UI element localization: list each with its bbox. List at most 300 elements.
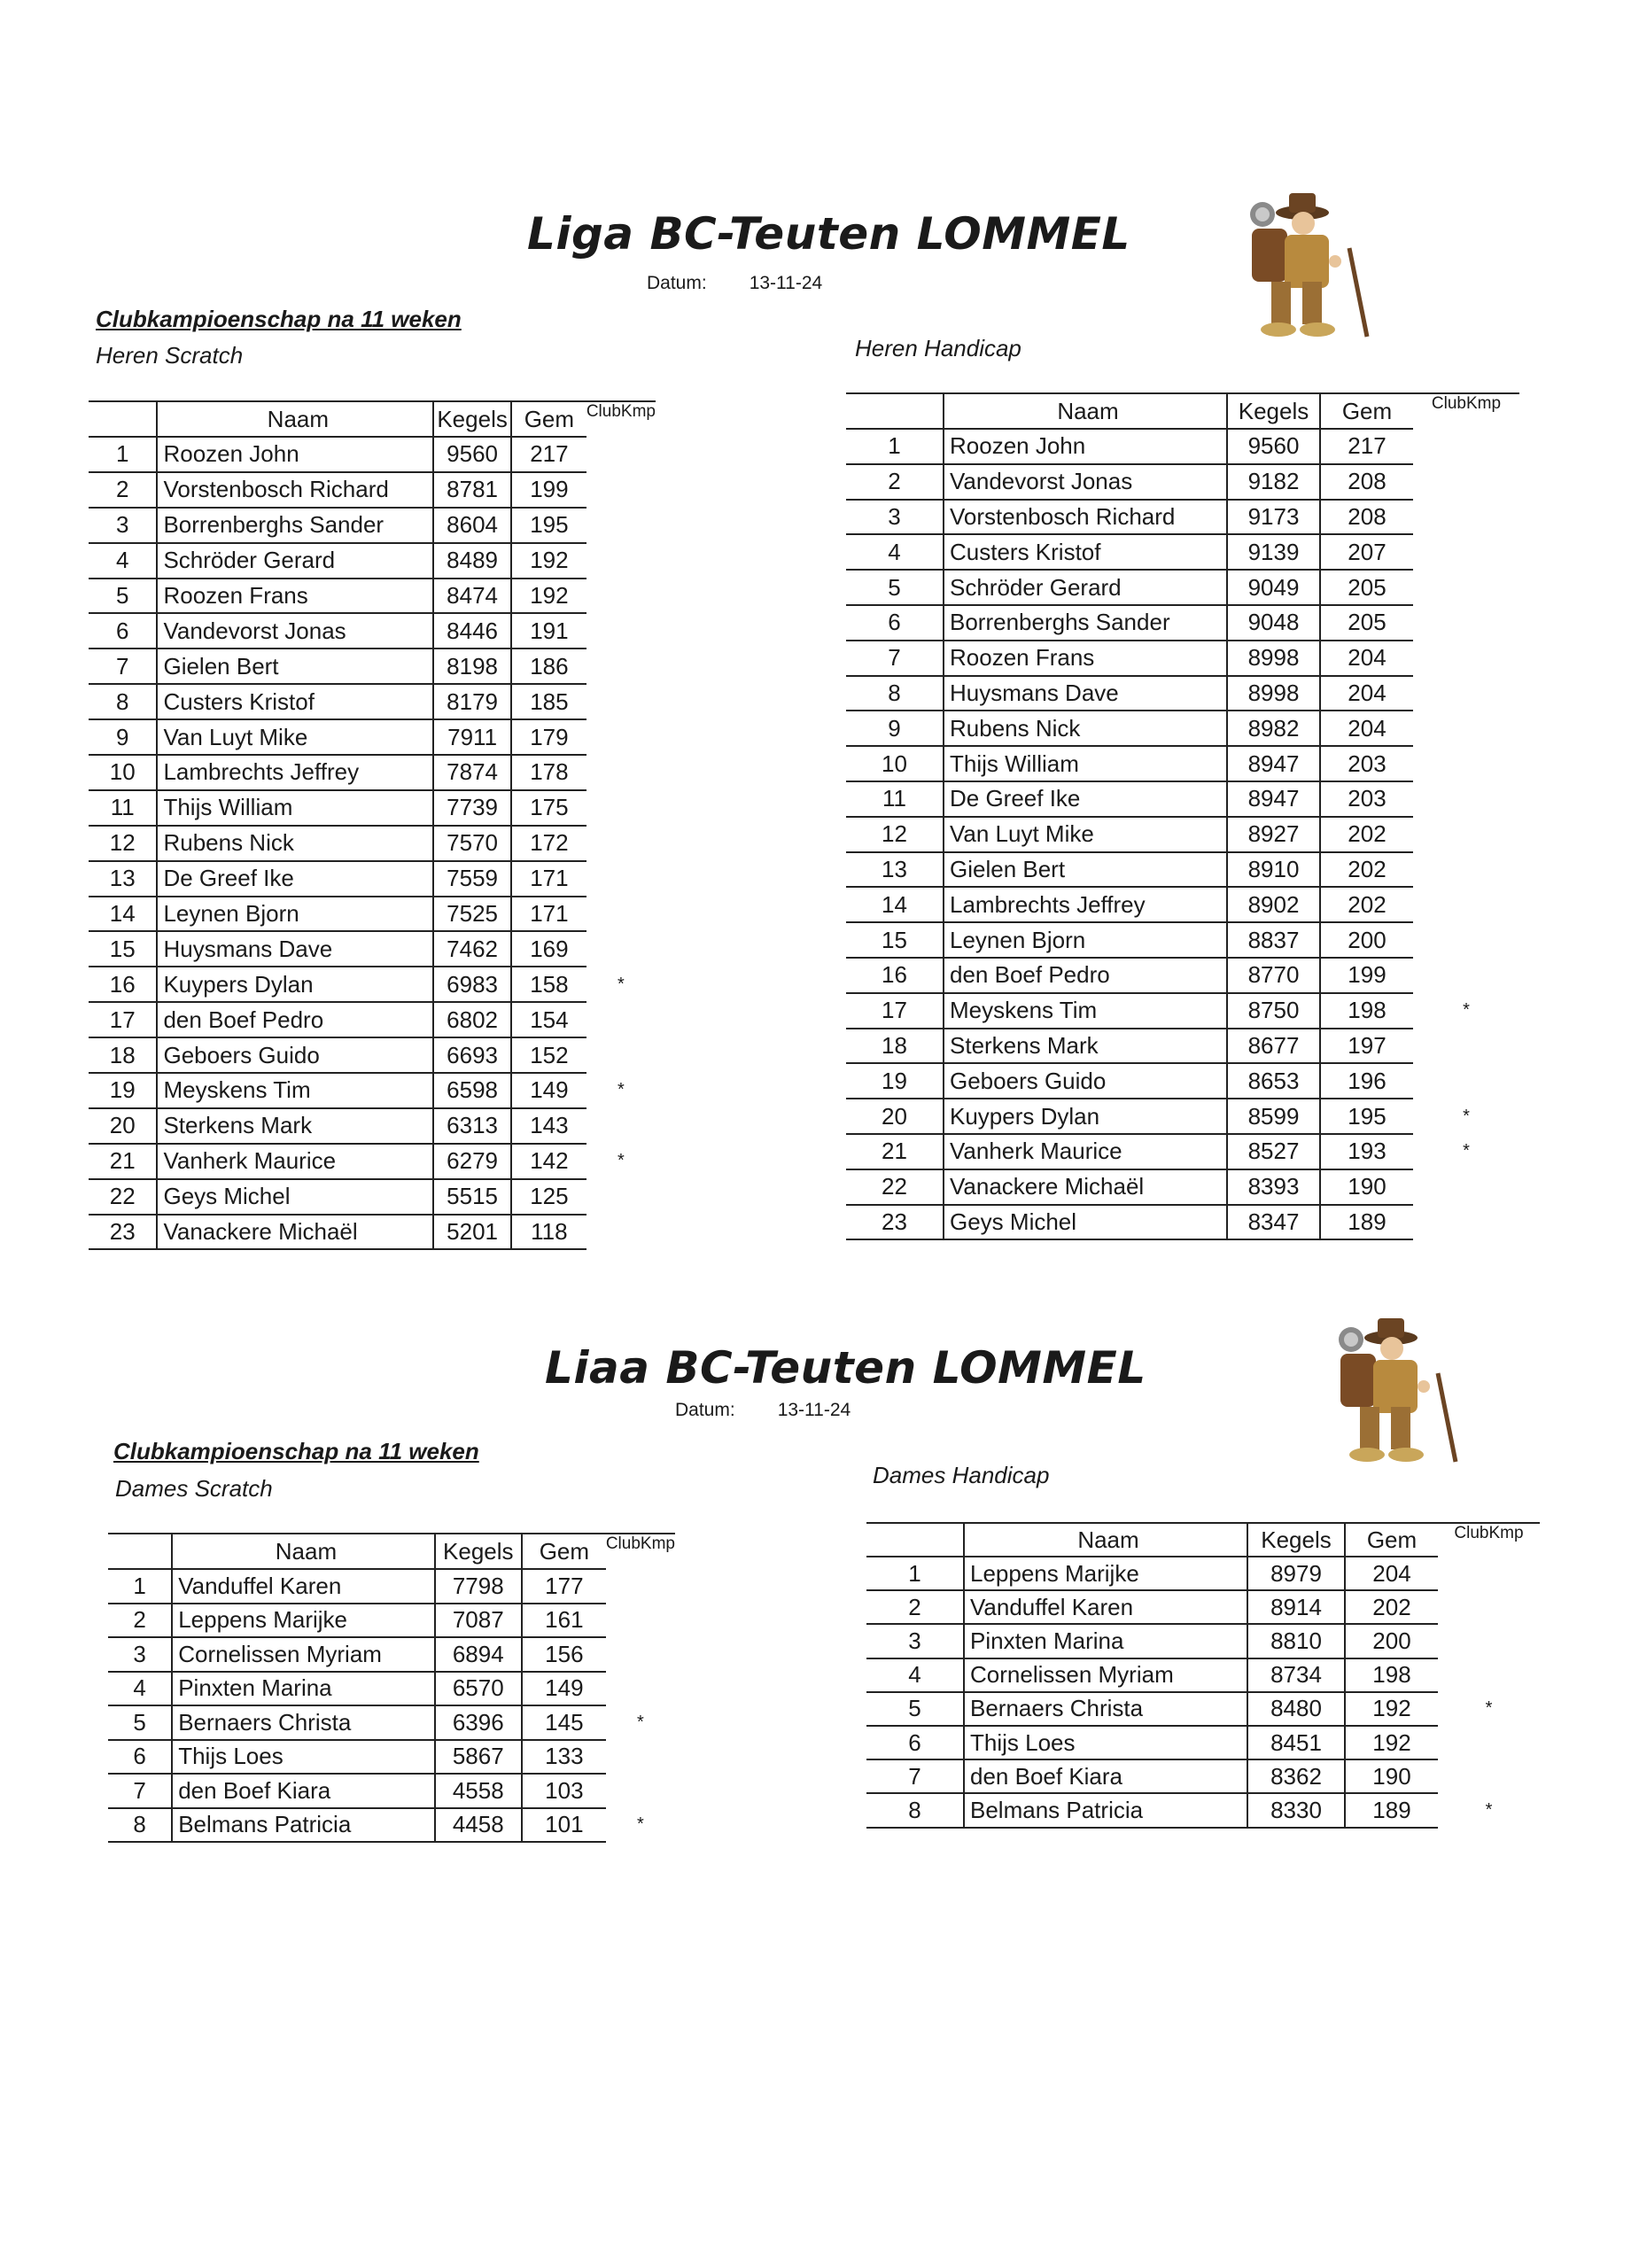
- kegels-cell: 8347: [1227, 1205, 1320, 1240]
- name-cell: Lambrechts Jeffrey: [157, 755, 433, 790]
- rank-cell: 8: [846, 676, 944, 711]
- clubkmp-cell: [586, 1179, 656, 1215]
- name-cell: Leppens Marijke: [172, 1604, 434, 1638]
- clubkmp-cell: *: [618, 974, 625, 994]
- table-row: [866, 1793, 1540, 1827]
- clubkmp-cell: *: [1463, 1141, 1470, 1161]
- gem-cell: 189: [1345, 1793, 1438, 1827]
- header-gem: Gem: [1345, 1523, 1438, 1557]
- clubkmp-cell: [1413, 817, 1519, 852]
- kegels-cell: 8599: [1227, 1099, 1320, 1134]
- gem-cell: 101: [522, 1808, 606, 1843]
- gem-cell: 192: [1345, 1692, 1438, 1726]
- clubkmp-cell: [1413, 1205, 1519, 1240]
- clubkmp-cell: [606, 1774, 675, 1808]
- kegels-cell: 8198: [433, 649, 511, 684]
- gem-cell: 199: [511, 472, 586, 508]
- rank-cell: 2: [846, 464, 944, 500]
- name-cell: Cornelissen Myriam: [172, 1637, 434, 1672]
- rank-cell: 2: [89, 472, 157, 508]
- kegels-cell: 9048: [1227, 605, 1320, 641]
- kegels-cell: 8947: [1227, 781, 1320, 817]
- category-dames-handicap: Dames Handicap: [873, 1462, 1050, 1488]
- gem-cell: 169: [511, 931, 586, 967]
- name-cell: Thijs Loes: [964, 1726, 1247, 1759]
- kegels-cell: 6693: [433, 1037, 511, 1073]
- rank-cell: 13: [846, 852, 944, 888]
- name-cell: Vorstenbosch Richard: [157, 472, 433, 508]
- kegels-cell: 8810: [1247, 1624, 1345, 1658]
- rank-cell: 17: [89, 1002, 157, 1037]
- kegels-cell: 8362: [1247, 1759, 1345, 1793]
- kegels-cell: 8677: [1227, 1029, 1320, 1064]
- table-row: [89, 897, 656, 932]
- table-row: [89, 931, 656, 967]
- clubkmp-cell: [1413, 1169, 1519, 1205]
- clubkmp-cell: [586, 508, 656, 543]
- name-cell: Vandevorst Jonas: [157, 613, 433, 649]
- table-row: [89, 508, 656, 543]
- name-cell: den Boef Pedro: [157, 1002, 433, 1037]
- name-cell: Rubens Nick: [944, 711, 1227, 746]
- gem-cell: 142: [511, 1144, 586, 1179]
- name-cell: Sterkens Mark: [944, 1029, 1227, 1064]
- name-cell: Thijs William: [157, 790, 433, 826]
- name-cell: Belmans Patricia: [964, 1793, 1247, 1827]
- rank-cell: 14: [89, 897, 157, 932]
- name-cell: Borrenberghs Sander: [944, 605, 1227, 641]
- name-cell: Vanherk Maurice: [944, 1134, 1227, 1169]
- name-cell: Thijs William: [944, 746, 1227, 781]
- kegels-cell: 6894: [435, 1637, 522, 1672]
- rank-cell: 5: [846, 570, 944, 605]
- gem-cell: 202: [1320, 817, 1413, 852]
- rank-cell: 5: [89, 579, 157, 614]
- table-row: [89, 967, 656, 1002]
- gem-cell: 175: [511, 790, 586, 826]
- rank-cell: 20: [846, 1099, 944, 1134]
- rank-cell: 6: [846, 605, 944, 641]
- clubkmp-cell: [586, 719, 656, 755]
- clubkmp-cell: [606, 1569, 675, 1604]
- table-row: [846, 1099, 1519, 1134]
- rank-cell: 4: [866, 1658, 964, 1692]
- name-cell: Leynen Bjorn: [944, 922, 1227, 958]
- gem-cell: 217: [511, 437, 586, 472]
- kegels-cell: 8489: [433, 543, 511, 579]
- name-cell: Borrenberghs Sander: [157, 508, 433, 543]
- table-row: [89, 861, 656, 897]
- table-row: [89, 755, 656, 790]
- rank-cell: 5: [108, 1705, 172, 1740]
- table-row: [846, 570, 1519, 605]
- table-row: [846, 641, 1519, 676]
- table-row: [846, 852, 1519, 888]
- name-cell: Kuypers Dylan: [157, 967, 433, 1002]
- kegels-cell: 8393: [1227, 1169, 1320, 1205]
- clubkmp-cell: [1413, 958, 1519, 993]
- header-kegels: Kegels: [433, 401, 511, 437]
- name-cell: Sterkens Mark: [157, 1108, 433, 1144]
- subtitle: Clubkampioenschap na 11 weken: [113, 1438, 479, 1464]
- gem-cell: 204: [1320, 711, 1413, 746]
- table-row: [846, 1063, 1519, 1099]
- clubkmp-cell: [586, 861, 656, 897]
- rank-cell: 3: [846, 500, 944, 535]
- rank-cell: 1: [108, 1569, 172, 1604]
- name-cell: Thijs Loes: [172, 1740, 434, 1775]
- name-cell: Custers Kristof: [944, 534, 1227, 570]
- gem-cell: 161: [522, 1604, 606, 1638]
- gem-cell: 200: [1345, 1624, 1438, 1658]
- header-rank: [846, 393, 944, 429]
- rank-cell: 2: [866, 1590, 964, 1624]
- rank-cell: 9: [89, 719, 157, 755]
- clubkmp-cell: [586, 684, 656, 719]
- rank-cell: 17: [846, 993, 944, 1029]
- kegels-cell: 7911: [433, 719, 511, 755]
- kegels-cell: 8910: [1227, 852, 1320, 888]
- dames-handicap-table: [866, 1522, 1540, 1829]
- name-cell: Schröder Gerard: [944, 570, 1227, 605]
- rank-cell: 15: [89, 931, 157, 967]
- section-title: Liga BC-Teuten LOMMEL: [527, 208, 1130, 260]
- kegels-cell: 8927: [1227, 817, 1320, 852]
- gem-cell: 143: [511, 1108, 586, 1144]
- table-row: [866, 1759, 1540, 1793]
- name-cell: Vanackere Michaël: [944, 1169, 1227, 1205]
- gem-cell: 133: [522, 1740, 606, 1775]
- gem-cell: 103: [522, 1774, 606, 1808]
- gem-cell: 118: [511, 1215, 586, 1250]
- clubkmp-cell: [1438, 1726, 1540, 1759]
- name-cell: Leppens Marijke: [964, 1557, 1247, 1590]
- table-row: [846, 1169, 1519, 1205]
- gem-cell: 154: [511, 1002, 586, 1037]
- header-naam: Naam: [964, 1523, 1247, 1557]
- rank-cell: 1: [89, 437, 157, 472]
- clubkmp-cell: [1413, 570, 1519, 605]
- gem-cell: 158: [511, 967, 586, 1002]
- header-kegels: Kegels: [435, 1534, 522, 1569]
- clubkmp-cell: [1413, 1063, 1519, 1099]
- name-cell: Geys Michel: [157, 1179, 433, 1215]
- rank-cell: 4: [108, 1672, 172, 1706]
- table-row: [846, 887, 1519, 922]
- gem-cell: 198: [1320, 993, 1413, 1029]
- clubkmp-cell: [1413, 464, 1519, 500]
- rank-cell: 15: [846, 922, 944, 958]
- table-row: [846, 464, 1519, 500]
- clubkmp-cell: [1413, 641, 1519, 676]
- rank-cell: 5: [866, 1692, 964, 1726]
- gem-cell: 207: [1320, 534, 1413, 570]
- rank-cell: 18: [846, 1029, 944, 1064]
- gem-cell: 208: [1320, 464, 1413, 500]
- name-cell: Lambrechts Jeffrey: [944, 887, 1227, 922]
- gem-cell: 145: [522, 1705, 606, 1740]
- rank-cell: 9: [846, 711, 944, 746]
- header-clubkmp: ClubKmp: [1431, 394, 1502, 413]
- gem-cell: 125: [511, 1179, 586, 1215]
- clubkmp-cell: *: [618, 1151, 625, 1171]
- heren-handicap-table: [846, 392, 1519, 1240]
- table-row: [89, 472, 656, 508]
- name-cell: Belmans Patricia: [172, 1808, 434, 1843]
- kegels-cell: 8474: [433, 579, 511, 614]
- name-cell: Meyskens Tim: [157, 1073, 433, 1108]
- name-cell: Roozen Frans: [157, 579, 433, 614]
- gem-cell: 149: [511, 1073, 586, 1108]
- gem-cell: 199: [1320, 958, 1413, 993]
- header-naam: Naam: [172, 1534, 434, 1569]
- clubkmp-cell: *: [1463, 1000, 1470, 1021]
- kegels-cell: 9173: [1227, 500, 1320, 535]
- kegels-cell: 6396: [435, 1705, 522, 1740]
- name-cell: Meyskens Tim: [944, 993, 1227, 1029]
- rank-cell: 7: [846, 641, 944, 676]
- table-row: [866, 1726, 1540, 1759]
- kegels-cell: 8979: [1247, 1557, 1345, 1590]
- clubkmp-cell: [1413, 500, 1519, 535]
- category-dames-scratch: Dames Scratch: [115, 1475, 273, 1502]
- table-row: [108, 1569, 675, 1604]
- clubkmp-cell: [1438, 1557, 1540, 1590]
- rank-cell: 13: [89, 861, 157, 897]
- kegels-cell: 8947: [1227, 746, 1320, 781]
- gem-cell: 204: [1345, 1557, 1438, 1590]
- rank-cell: 8: [89, 684, 157, 719]
- gem-cell: 208: [1320, 500, 1413, 535]
- name-cell: den Boef Pedro: [944, 958, 1227, 993]
- table-row: [846, 922, 1519, 958]
- clubkmp-cell: [606, 1637, 675, 1672]
- rank-cell: 16: [89, 967, 157, 1002]
- kegels-cell: 9049: [1227, 570, 1320, 605]
- rank-cell: 3: [89, 508, 157, 543]
- kegels-cell: 8179: [433, 684, 511, 719]
- table-row: [866, 1590, 1540, 1624]
- clubkmp-cell: [606, 1740, 675, 1775]
- clubkmp-cell: [586, 543, 656, 579]
- gem-cell: 172: [511, 826, 586, 861]
- table-row: [846, 817, 1519, 852]
- clubkmp-cell: [1413, 1029, 1519, 1064]
- table-row: [89, 1037, 656, 1073]
- name-cell: Bernaers Christa: [172, 1705, 434, 1740]
- table-row: [846, 534, 1519, 570]
- gem-cell: 192: [511, 579, 586, 614]
- rank-cell: 1: [846, 429, 944, 464]
- kegels-cell: 5515: [433, 1179, 511, 1215]
- gem-cell: 205: [1320, 605, 1413, 641]
- gem-cell: 196: [1320, 1063, 1413, 1099]
- name-cell: Vanduffel Karen: [964, 1590, 1247, 1624]
- table-row: [108, 1637, 675, 1672]
- kegels-cell: 9139: [1227, 534, 1320, 570]
- rank-cell: 6: [108, 1740, 172, 1775]
- clubkmp-cell: *: [618, 1080, 625, 1100]
- datum-value: 13-11-24: [777, 1400, 851, 1420]
- kegels-cell: 8451: [1247, 1726, 1345, 1759]
- clubkmp-cell: [586, 1002, 656, 1037]
- kegels-cell: 6802: [433, 1002, 511, 1037]
- name-cell: Schröder Gerard: [157, 543, 433, 579]
- gem-cell: 178: [511, 755, 586, 790]
- kegels-cell: 8998: [1227, 676, 1320, 711]
- dames-scratch-table: [108, 1533, 675, 1843]
- kegels-cell: 8750: [1227, 993, 1320, 1029]
- clubkmp-cell: [586, 472, 656, 508]
- name-cell: Vanherk Maurice: [157, 1144, 433, 1179]
- clubkmp-cell: [586, 437, 656, 472]
- kegels-cell: 8330: [1247, 1793, 1345, 1827]
- gem-cell: 204: [1320, 641, 1413, 676]
- rank-cell: 23: [846, 1205, 944, 1240]
- clubkmp-cell: [606, 1604, 675, 1638]
- rank-cell: 22: [846, 1169, 944, 1205]
- datum-value: 13-11-24: [749, 273, 823, 293]
- rank-cell: 2: [108, 1604, 172, 1638]
- gem-cell: 191: [511, 613, 586, 649]
- rank-cell: 3: [866, 1624, 964, 1658]
- name-cell: Vandevorst Jonas: [944, 464, 1227, 500]
- header-kegels: Kegels: [1247, 1523, 1345, 1557]
- datum-label: Datum:: [675, 1400, 735, 1420]
- name-cell: Roozen Frans: [944, 641, 1227, 676]
- name-cell: Pinxten Marina: [964, 1624, 1247, 1658]
- clubkmp-cell: *: [1485, 1698, 1493, 1719]
- table-row: [89, 1215, 656, 1250]
- gem-cell: 203: [1320, 781, 1413, 817]
- table-row: [89, 1108, 656, 1144]
- subtitle: Clubkampioenschap na 11 weken: [96, 306, 462, 332]
- gem-cell: 202: [1320, 887, 1413, 922]
- gem-cell: 177: [522, 1569, 606, 1604]
- gem-cell: 190: [1345, 1759, 1438, 1793]
- clubkmp-cell: [586, 931, 656, 967]
- table-row: [89, 1073, 656, 1108]
- kegels-cell: 6983: [433, 967, 511, 1002]
- kegels-cell: 7739: [433, 790, 511, 826]
- gem-cell: 202: [1320, 852, 1413, 888]
- clubkmp-cell: [1413, 746, 1519, 781]
- name-cell: Kuypers Dylan: [944, 1099, 1227, 1134]
- gem-cell: 192: [511, 543, 586, 579]
- gem-cell: 156: [522, 1637, 606, 1672]
- kegels-cell: 8653: [1227, 1063, 1320, 1099]
- header-gem: Gem: [511, 401, 586, 437]
- kegels-cell: 4558: [435, 1774, 522, 1808]
- table-row: [846, 676, 1519, 711]
- gem-cell: 179: [511, 719, 586, 755]
- rank-cell: 8: [108, 1808, 172, 1843]
- gem-cell: 192: [1345, 1726, 1438, 1759]
- gem-cell: 204: [1320, 676, 1413, 711]
- kegels-cell: 8527: [1227, 1134, 1320, 1169]
- table-row: [846, 993, 1519, 1029]
- kegels-cell: 6570: [435, 1672, 522, 1706]
- header-rank: [89, 401, 157, 437]
- table-row: [108, 1740, 675, 1775]
- kegels-cell: 8446: [433, 613, 511, 649]
- gem-cell: 205: [1320, 570, 1413, 605]
- clubkmp-cell: [1413, 676, 1519, 711]
- rank-cell: 4: [846, 534, 944, 570]
- name-cell: Huysmans Dave: [944, 676, 1227, 711]
- clubkmp-cell: [586, 755, 656, 790]
- header-clubkmp: ClubKmp: [605, 1534, 675, 1553]
- table-row: [89, 1179, 656, 1215]
- table-row: [108, 1604, 675, 1638]
- kegels-cell: 8480: [1247, 1692, 1345, 1726]
- table-row: [866, 1658, 1540, 1692]
- gem-cell: 202: [1345, 1590, 1438, 1624]
- clubkmp-cell: [1413, 781, 1519, 817]
- name-cell: Roozen John: [944, 429, 1227, 464]
- name-cell: Custers Kristof: [157, 684, 433, 719]
- table-row: [846, 781, 1519, 817]
- rank-cell: 7: [866, 1759, 964, 1793]
- clubkmp-cell: [1438, 1658, 1540, 1692]
- gem-cell: 152: [511, 1037, 586, 1073]
- table-row: [108, 1672, 675, 1706]
- kegels-cell: 7525: [433, 897, 511, 932]
- table-row: [846, 1134, 1519, 1169]
- clubkmp-cell: *: [1485, 1799, 1493, 1820]
- table-row: [866, 1624, 1540, 1658]
- name-cell: den Boef Kiara: [964, 1759, 1247, 1793]
- kegels-cell: 8781: [433, 472, 511, 508]
- clubkmp-cell: [606, 1672, 675, 1706]
- kegels-cell: 9182: [1227, 464, 1320, 500]
- table-row: [866, 1557, 1540, 1590]
- name-cell: Van Luyt Mike: [944, 817, 1227, 852]
- clubkmp-cell: [586, 790, 656, 826]
- name-cell: Geys Michel: [944, 1205, 1227, 1240]
- gem-cell: 186: [511, 649, 586, 684]
- name-cell: De Greef Ike: [157, 861, 433, 897]
- kegels-cell: 8998: [1227, 641, 1320, 676]
- table-row: [846, 1029, 1519, 1064]
- kegels-cell: 4458: [435, 1808, 522, 1843]
- name-cell: Leynen Bjorn: [157, 897, 433, 932]
- table-row: [89, 579, 656, 614]
- rank-cell: 6: [866, 1726, 964, 1759]
- category-heren-scratch: Heren Scratch: [96, 342, 244, 369]
- kegels-cell: 6279: [433, 1144, 511, 1179]
- kegels-cell: 8982: [1227, 711, 1320, 746]
- name-cell: De Greef Ike: [944, 781, 1227, 817]
- table-row: [89, 684, 656, 719]
- name-cell: Cornelissen Myriam: [964, 1658, 1247, 1692]
- table-row: [89, 1144, 656, 1179]
- name-cell: Roozen John: [157, 437, 433, 472]
- table-row: [846, 429, 1519, 464]
- clubkmp-cell: [1413, 429, 1519, 464]
- rank-cell: 10: [846, 746, 944, 781]
- name-cell: Gielen Bert: [944, 852, 1227, 888]
- table-row: [846, 711, 1519, 746]
- kegels-cell: 8604: [433, 508, 511, 543]
- datum-label: Datum:: [647, 273, 707, 293]
- table-row: [846, 958, 1519, 993]
- rank-cell: 21: [89, 1144, 157, 1179]
- table-row: [108, 1705, 675, 1740]
- header-kegels: Kegels: [1227, 393, 1320, 429]
- rank-cell: 1: [866, 1557, 964, 1590]
- name-cell: Geboers Guido: [157, 1037, 433, 1073]
